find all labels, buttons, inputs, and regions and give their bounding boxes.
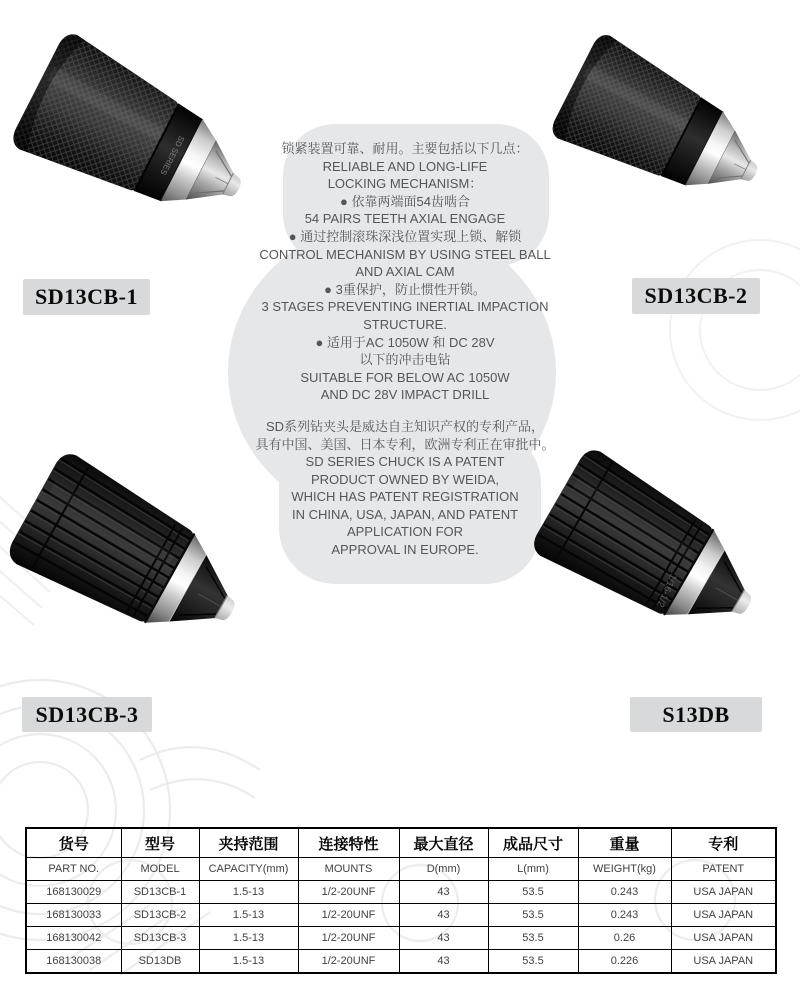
table-row [26,904,776,927]
table-cell: 1/2-20UNF [298,927,399,950]
column-header: 最大直径 [399,828,488,858]
table-cell: SD13DB [121,950,199,974]
table-cell: 53.5 [488,904,578,927]
info-line: STRUCTURE. [363,316,447,332]
table-row [26,927,776,950]
column-header: 专利 [671,828,776,858]
patent-line: WHICH HAS PATENT REGISTRATION [291,489,519,505]
column-header: D(mm) [399,858,488,881]
table-cell: 168130042 [26,927,121,950]
svg-text:1/16-1/2: 1/16-1/2 [654,571,679,609]
table-cell: 0.243 [578,904,671,927]
table-cell: 0.226 [578,950,671,974]
column-header: L(mm) [488,858,578,881]
model-label-sd13cb-2: SD13CB-2 [632,278,760,314]
svg-text:SD SERIES: SD SERIES [158,134,186,177]
table-cell: 1/2-20UNF [298,904,399,927]
model-label-sd13cb-3: SD13CB-3 [22,697,152,732]
info-line: ● 3重保护，防止惯性开锁。 [324,281,486,297]
table-cell: USA JAPAN [671,950,776,974]
patent-line: SD系列钻夹头是威达自主知识产权的专利产品， [265,418,545,434]
table-cell: 43 [399,950,488,974]
column-header: MODEL [121,858,199,881]
table-cell: SD13CB-1 [121,881,199,904]
info-line: 锁紧装置可靠、耐用。主要包括以下几点： [281,141,529,156]
info-line: 以下的冲击电钻 [359,352,451,368]
table-cell: 1.5-13 [199,904,298,927]
model-label-sd13cb-1: SD13CB-1 [23,279,150,315]
table-cell: 168130033 [26,904,121,927]
table-cell: 1/2-20UNF [298,950,399,974]
table-cell: 53.5 [488,927,578,950]
column-header: 成品尺寸 [488,828,578,858]
info-line: ● 通过控制滚珠深浅位置实现上锁、解锁 [288,228,522,244]
table-cell: 43 [399,904,488,927]
patent-line: APPLICATION FOR [346,524,464,540]
info-line: 54 PAIRS TEETH AXIAL ENGAGE [304,211,506,227]
column-header: CAPACITY(mm) [199,858,298,881]
column-header: 货号 [26,828,121,858]
table-cell: 0.243 [578,881,671,904]
table-cell: USA JAPAN [671,881,776,904]
column-header: 重量 [578,828,671,858]
info-line: RELIABLE AND LONG-LIFE [322,158,488,174]
table-cell: 0.26 [578,927,671,950]
table-row [26,950,776,974]
info-line: CONTROL MECHANISM BY USING STEEL BALL [259,246,551,262]
table-cell: 43 [399,881,488,904]
table-cell: USA JAPAN [671,927,776,950]
product-photo-sd13cb-3 [4,449,262,667]
product-photo-sd13cb-1 [8,30,267,247]
info-line: 3 STAGES PREVENTING INERTIAL IMPACTION [261,299,549,315]
info-line: ● 适用于AC 1050W 和 DC 28V [315,334,495,350]
patent-line: PRODUCT OWNED BY WEIDA, [310,471,500,487]
patent-line: 具有中国、美国、日本专利，欧洲专利正在审批中。 [255,436,555,452]
table-cell: 1/2-20UNF [298,881,399,904]
product-photo-sd13cb-2 [548,31,782,226]
patent-line: APPROVAL IN EUROPE. [331,542,479,558]
table-cell: 53.5 [488,881,578,904]
table-cell: SD13CB-3 [121,927,199,950]
table-cell: 1.5-13 [199,927,298,950]
table-cell: USA JAPAN [671,904,776,927]
column-header: 型号 [121,828,199,858]
column-header: 夹持范围 [199,828,298,858]
info-line: AND DC 28V IMPACT DRILL [320,387,490,403]
patent-line: SD SERIES CHUCK IS A PATENT [305,454,505,470]
table-cell: 1.5-13 [199,950,298,974]
table-cell: 168130038 [26,950,121,974]
table-cell: 1.5-13 [199,881,298,904]
column-header: WEIGHT(kg) [578,858,671,881]
table-cell: 43 [399,927,488,950]
spec-table [25,827,777,974]
info-line: SUITABLE FOR BELOW AC 1050W [300,369,510,385]
table-cell: 53.5 [488,950,578,974]
column-header: 连接特性 [298,828,399,858]
info-line: AND AXIAL CAM [355,264,455,280]
column-header: MOUNTS [298,858,399,881]
info-line: ● 依靠两端面54齿啮合 [340,193,470,209]
table-cell: SD13CB-2 [121,904,199,927]
column-header: PART NO. [26,858,121,881]
table-cell: 168130029 [26,881,121,904]
info-bubble-text [238,140,572,559]
patent-line: IN CHINA, USA, JAPAN, AND PATENT [291,506,519,522]
table-header-row-cn [26,828,776,858]
column-header: PATENT [671,858,776,881]
model-label-s13db: S13DB [630,697,762,732]
info-line: LOCKING MECHANISM： [327,176,483,192]
table-header-row-en [26,858,776,881]
table-row [26,881,776,904]
